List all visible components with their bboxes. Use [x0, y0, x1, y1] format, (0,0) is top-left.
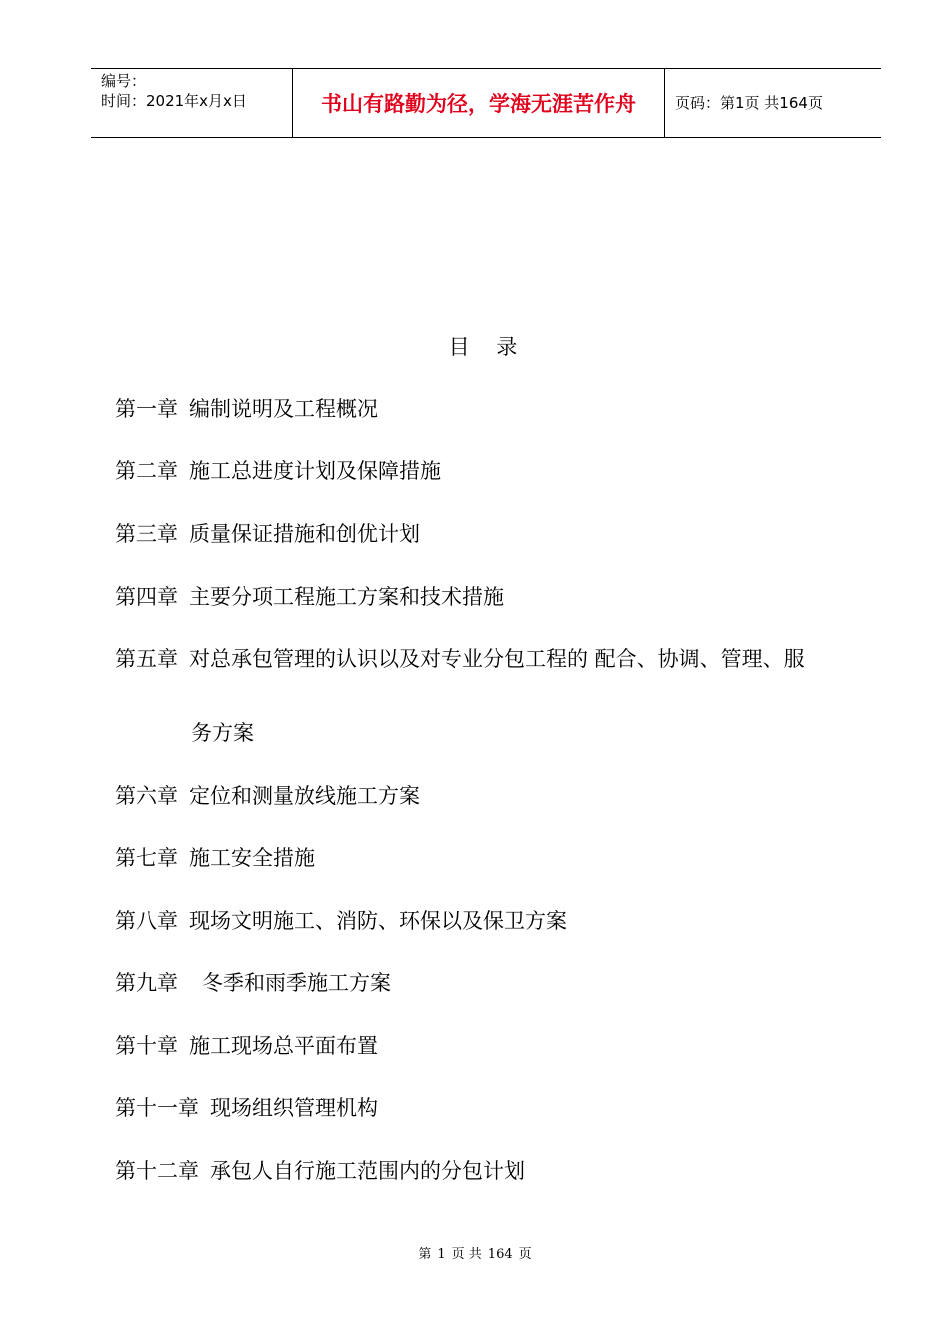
toc-chapter-number: 第二章	[115, 459, 178, 483]
toc-title: 目 录	[448, 335, 528, 359]
header-motto-cell	[293, 69, 665, 137]
toc-item[interactable]	[115, 781, 420, 811]
toc-chapter-number: 第九章	[115, 971, 178, 995]
toc-chapter-title: 对总承包管理的认识以及对专业分包工程的 配合、协调、管理、服	[189, 647, 805, 671]
toc-item[interactable]	[115, 1031, 378, 1061]
toc-chapter-title: 现场文明施工、消防、环保以及保卫方案	[189, 909, 567, 933]
footer-prefix: 第	[418, 1247, 432, 1262]
toc-chapter-title: 承包人自行施工范围内的分包计划	[210, 1159, 525, 1183]
page-code: 页码：第1页 共164页	[675, 94, 823, 112]
toc-item[interactable]	[115, 906, 567, 936]
toc-item[interactable]	[115, 968, 391, 998]
footer-middle: 页 共	[451, 1247, 482, 1262]
toc-chapter-number: 第十二章	[115, 1159, 199, 1183]
toc-chapter-title: 施工总进度计划及保障措施	[189, 459, 441, 483]
page-footer	[0, 1246, 950, 1264]
toc-item[interactable]	[115, 519, 420, 549]
header-page-cell	[665, 69, 881, 137]
toc-chapter-number: 第八章	[115, 909, 178, 933]
toc-chapter-number: 第十一章	[115, 1096, 199, 1120]
toc-item[interactable]	[115, 843, 315, 873]
time-label: 时间：2021年x月x日	[101, 92, 247, 110]
toc-item[interactable]	[115, 394, 378, 424]
toc-chapter-title: 主要分项工程施工方案和技术措施	[189, 585, 504, 609]
toc-item[interactable]	[115, 1093, 378, 1123]
motto-text: 书山有路勤为径，学海无涯苦作舟	[321, 92, 636, 116]
footer-total-pages: 164	[487, 1247, 513, 1262]
toc-chapter-title: 施工安全措施	[189, 846, 315, 870]
toc-chapter-number: 第五章	[115, 647, 178, 671]
toc-chapter-title: 冬季和雨季施工方案	[202, 971, 391, 995]
toc-chapter-title: 质量保证措施和创优计划	[189, 522, 420, 546]
toc-item[interactable]	[115, 582, 504, 612]
toc-chapter-number: 第四章	[115, 585, 178, 609]
toc-item[interactable]	[115, 644, 805, 674]
toc-chapter-title: 现场组织管理机构	[210, 1096, 378, 1120]
header-info-cell	[91, 69, 293, 137]
toc-chapter-title: 编制说明及工程概况	[189, 397, 378, 421]
toc-item[interactable]	[115, 456, 441, 486]
toc-chapter-title: 定位和测量放线施工方案	[189, 784, 420, 808]
footer-suffix: 页	[518, 1247, 532, 1262]
toc-chapter-number: 第三章	[115, 522, 178, 546]
toc-item[interactable]	[115, 1156, 525, 1186]
footer-page-number: 1	[437, 1247, 446, 1262]
toc-chapter-number: 第七章	[115, 846, 178, 870]
toc-item-continuation: 务方案	[191, 721, 254, 745]
toc-chapter-title: 施工现场总平面布置	[189, 1034, 378, 1058]
document-header	[91, 68, 881, 138]
toc-chapter-number: 第一章	[115, 397, 178, 421]
toc-chapter-number: 第六章	[115, 784, 178, 808]
number-label: 编号：	[101, 72, 147, 90]
toc-chapter-number: 第十章	[115, 1034, 178, 1058]
